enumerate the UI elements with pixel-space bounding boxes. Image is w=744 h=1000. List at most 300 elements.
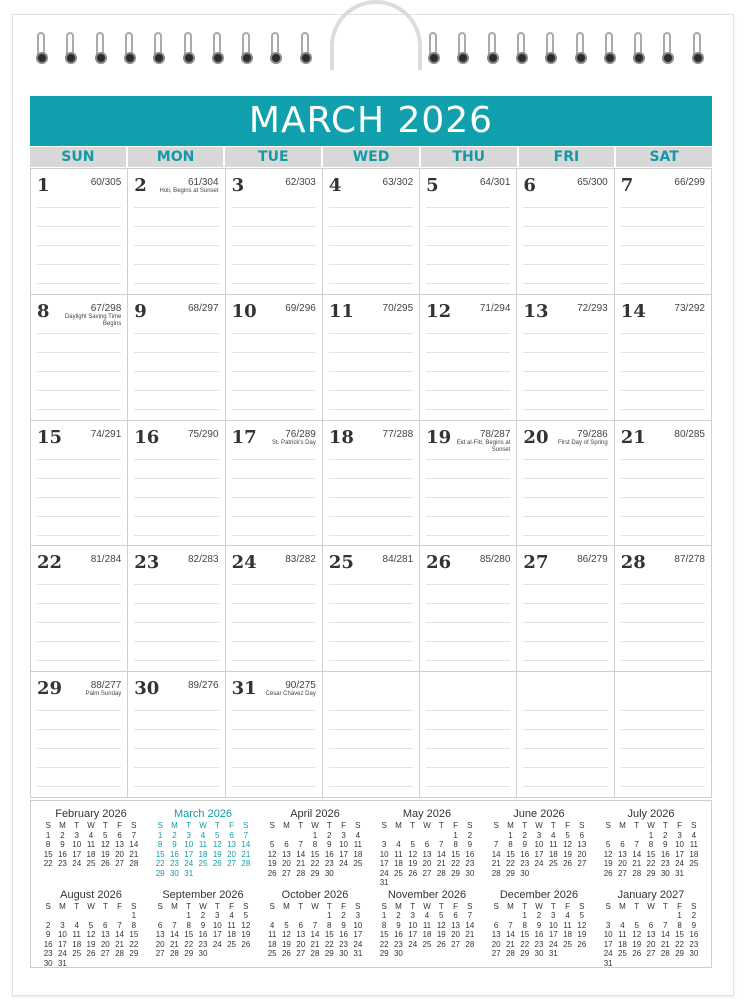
mini-day: 25 (267, 949, 277, 958)
mini-weekday: W (647, 901, 655, 911)
mini-day: 15 (184, 930, 194, 939)
day-of-year: 66/299 (674, 177, 705, 188)
mini-day: 18 (86, 849, 96, 859)
day-of-year: 86/279 (577, 554, 608, 566)
mini-day: 22 (43, 859, 53, 868)
mini-day: 7 (663, 920, 668, 930)
day-number: 17 (231, 426, 257, 448)
day-number: 16 (134, 426, 160, 448)
day-cell (128, 672, 225, 798)
spiral-ring (300, 32, 310, 68)
mini-day: 11 (86, 840, 96, 849)
mini-day: 30 (324, 868, 334, 878)
mini-day: 11 (618, 930, 627, 939)
mini-day: 21 (241, 849, 251, 859)
mini-day: 23 (534, 939, 544, 949)
mini-day: 16 (43, 939, 53, 949)
mini-day: 21 (296, 859, 306, 868)
mini-day: 15 (505, 849, 515, 859)
mini-blank (265, 911, 279, 921)
writing-lines (621, 459, 705, 542)
mini-weekday: S (269, 821, 275, 830)
mini-day: 21 (491, 859, 501, 868)
mini-day: 28 (505, 949, 515, 958)
mini-weekday: T (298, 901, 304, 911)
mini-blank (391, 831, 405, 841)
mini-day: 14 (465, 920, 475, 930)
day-of-year: 87/278 (674, 554, 705, 566)
mini-weekday: S (493, 821, 499, 830)
mini-day: 14 (660, 930, 670, 939)
mini-weekday: S (579, 901, 585, 911)
mini-day: 2 (327, 830, 332, 840)
mini-day: 13 (100, 930, 110, 939)
mini-day: 7 (131, 830, 137, 840)
mini-day: 23 (660, 859, 670, 868)
day-number: 22 (37, 552, 63, 574)
mini-weekday: T (634, 821, 640, 830)
mini-day: 2 (522, 830, 527, 840)
mini-day: 6 (493, 920, 499, 930)
mini-day: 8 (186, 920, 191, 930)
mini-day: 20 (115, 849, 125, 859)
mini-day: 19 (436, 930, 446, 939)
mini-day: 21 (115, 939, 125, 949)
mini-weekday: F (341, 901, 346, 911)
mini-weekday: W (311, 901, 319, 911)
mini-day: 29 (520, 949, 530, 958)
mini-blank (406, 831, 420, 841)
weekday-fri: FRI (519, 147, 617, 167)
month-title: MARCH 2026 (30, 96, 712, 146)
mini-weekday: S (157, 821, 163, 830)
mini-blank (55, 911, 69, 921)
day-of-year: 77/288 (382, 428, 414, 440)
mini-day: 15 (646, 849, 656, 859)
day-cell (615, 546, 712, 672)
mini-day: 6 (157, 920, 163, 930)
writing-lines (523, 459, 607, 542)
writing-lines (232, 333, 316, 416)
mini-day: 12 (86, 930, 96, 939)
day-number: 12 (426, 300, 452, 322)
mini-weekday: M (171, 821, 178, 830)
mini-day: 17 (379, 859, 389, 868)
mini-day: 17 (603, 939, 613, 949)
mini-weekday: S (691, 901, 697, 911)
mini-day: 14 (129, 840, 139, 849)
day-of-year: 65/300 (577, 177, 608, 188)
writing-lines (329, 584, 413, 667)
hanger-loop (330, 0, 422, 70)
mini-day: 6 (117, 830, 122, 840)
mini-day: 13 (577, 840, 587, 849)
mini-day: 10 (408, 920, 418, 930)
spiral-ring (124, 32, 134, 68)
weekday-header (30, 147, 712, 167)
mini-day: 13 (491, 930, 501, 939)
writing-lines (426, 710, 510, 793)
ring-hole (241, 52, 253, 64)
ring-hole (604, 52, 616, 64)
mini-calendar-days (265, 902, 365, 959)
mini-weekday: S (243, 901, 249, 911)
mini-day: 12 (267, 849, 277, 859)
weekday-sun: SUN (30, 147, 128, 167)
mini-weekday: T (662, 821, 668, 830)
mini-day: 13 (296, 930, 306, 939)
mini-day: 13 (115, 840, 125, 849)
mini-calendar-days (265, 821, 365, 878)
mini-weekday: M (283, 821, 290, 830)
writing-lines (426, 333, 510, 416)
mini-day: 18 (72, 939, 82, 949)
mini-day: 6 (284, 840, 289, 849)
mini-day: 8 (453, 840, 458, 849)
day-number: 5 (426, 175, 439, 196)
mini-day: 19 (267, 859, 277, 868)
mini-day: 18 (422, 930, 432, 939)
spiral-ring (545, 32, 555, 68)
day-of-year: 84/281 (382, 554, 414, 566)
mini-day: 29 (129, 949, 139, 958)
mini-day: 21 (129, 849, 139, 859)
mini-day: 13 (617, 849, 627, 859)
mini-blank (658, 911, 672, 921)
day-number: 3 (231, 175, 245, 196)
mini-blank (630, 831, 644, 841)
mini-day: 25 (72, 949, 82, 958)
mini-day: 14 (505, 930, 515, 939)
spiral-ring (36, 32, 46, 68)
writing-lines (523, 710, 607, 793)
mini-day: 23 (339, 939, 349, 949)
mini-day: 30 (520, 868, 530, 878)
mini-weekday: S (243, 821, 249, 830)
mini-calendar-days (153, 821, 253, 878)
mini-day: 16 (689, 930, 699, 939)
mini-day: 11 (394, 849, 403, 859)
mini-day: 7 (172, 920, 177, 930)
mini-weekday: S (381, 901, 387, 911)
mini-day: 29 (310, 868, 320, 878)
mini-day: 12 (281, 930, 291, 939)
mini-day: 4 (620, 920, 625, 930)
mini-day: 28 (436, 868, 446, 878)
mini-day: 28 (241, 859, 251, 868)
day-number: 29 (37, 678, 63, 700)
mini-day: 5 (215, 830, 220, 840)
mini-day: 8 (381, 920, 387, 930)
mini-day: 20 (422, 859, 432, 868)
mini-day: 14 (241, 840, 251, 849)
mini-day: 28 (660, 949, 670, 958)
mini-calendar (147, 807, 259, 888)
mini-day: 12 (632, 930, 642, 939)
mini-weekday: S (131, 901, 137, 911)
mini-day: 9 (60, 840, 65, 849)
mini-blank (265, 831, 279, 841)
mini-day: 17 (72, 849, 82, 859)
day-number: 23 (134, 552, 160, 574)
day-of-year: 83/282 (285, 554, 316, 566)
day-cell (31, 295, 128, 421)
mini-day: 3 (536, 830, 542, 840)
mini-day: 14 (632, 849, 642, 859)
day-number: 6 (523, 175, 536, 196)
mini-day: 4 (424, 911, 430, 920)
mini-day: 11 (563, 920, 572, 930)
mini-day: 23 (689, 939, 699, 949)
day-of-year: 62/303 (285, 177, 316, 188)
mini-day: 26 (281, 949, 291, 958)
mini-day: 20 (451, 930, 461, 939)
mini-blank (167, 911, 181, 921)
mini-day: 24 (353, 939, 363, 949)
day-of-year: 71/294 (479, 302, 511, 314)
mini-blank (70, 911, 84, 921)
mini-day: 2 (663, 830, 668, 840)
day-number: 11 (328, 300, 354, 322)
mini-blank (98, 911, 112, 921)
mini-blank (489, 831, 503, 841)
mini-day: 16 (339, 930, 349, 939)
mini-day: 13 (451, 920, 461, 930)
mini-day: 7 (634, 840, 639, 849)
day-of-year: 78/287 (479, 428, 511, 440)
weekday-sat: SAT (616, 147, 712, 167)
writing-lines (523, 333, 607, 416)
day-cell (517, 546, 614, 672)
mini-day: 10 (534, 840, 544, 849)
mini-day: 19 (100, 849, 110, 859)
mini-day: 22 (310, 859, 320, 868)
day-of-year: 75/290 (187, 428, 219, 440)
spiral-ring (65, 32, 75, 68)
mini-day: 27 (115, 859, 125, 868)
mini-day: 16 (660, 849, 670, 859)
mini-day: 1 (131, 911, 137, 920)
mini-blank (503, 911, 517, 921)
day-of-year: 90/275 (285, 680, 316, 692)
day-of-year: 67/298 (90, 302, 122, 314)
day-of-year: 89/276 (187, 680, 219, 692)
ring-hole (95, 52, 107, 64)
writing-lines (134, 459, 218, 542)
mini-day: 4 (551, 830, 556, 840)
mini-day: 22 (184, 939, 194, 949)
mini-day: 23 (465, 859, 475, 868)
mini-day: 25 (548, 859, 558, 868)
writing-lines (232, 459, 316, 542)
day-cell (323, 672, 420, 798)
mini-day: 24 (534, 859, 544, 868)
ring-hole (212, 52, 224, 64)
day-number: 30 (134, 678, 160, 700)
mini-day: 6 (298, 920, 303, 930)
writing-lines (329, 710, 413, 793)
mini-day: 12 (241, 920, 251, 930)
mini-weekday: T (410, 821, 416, 830)
mini-day: 5 (103, 830, 108, 840)
mini-day: 9 (45, 930, 51, 939)
mini-day: 26 (603, 868, 613, 878)
mini-day: 28 (115, 949, 125, 958)
mini-day: 28 (310, 949, 320, 958)
mini-day: 12 (563, 840, 573, 849)
mini-day: 6 (453, 911, 458, 920)
mini-day: 8 (522, 920, 527, 930)
mini-day: 29 (505, 868, 515, 878)
day-cell (128, 169, 225, 295)
mini-weekday: F (453, 821, 458, 830)
writing-lines (329, 333, 413, 416)
mini-day: 19 (408, 859, 418, 868)
mini-weekday: W (423, 901, 431, 911)
mini-calendar-title: January 2027 (617, 888, 685, 901)
mini-day: 17 (675, 849, 685, 859)
mini-day: 11 (689, 840, 698, 849)
ring-hole (692, 52, 704, 64)
holiday-note: César Chávez Day (265, 691, 316, 698)
mini-day: 12 (408, 849, 418, 859)
mini-day: 23 (324, 859, 334, 868)
mini-day: 1 (648, 830, 654, 840)
mini-calendar-days (601, 821, 701, 878)
mini-weekday: T (522, 901, 528, 911)
mini-day: 24 (72, 859, 82, 868)
day-cell (323, 421, 420, 547)
mini-day: 26 (267, 868, 277, 878)
mini-calendar (595, 807, 707, 888)
mini-day: 10 (603, 930, 613, 939)
mini-day: 15 (310, 849, 320, 859)
writing-lines (426, 459, 510, 542)
mini-day: 16 (169, 849, 179, 859)
ring-hole (124, 52, 136, 64)
day-of-year: 85/280 (479, 554, 511, 566)
day-cell (128, 546, 225, 672)
spiral-ring (575, 32, 585, 68)
mini-day: 17 (534, 849, 544, 859)
mini-day: 3 (186, 830, 191, 840)
mini-day: 21 (465, 930, 475, 939)
holiday-note: Palm Sunday (85, 691, 122, 698)
mini-day: 15 (379, 930, 389, 939)
day-cell (323, 546, 420, 672)
mini-weekday: W (535, 821, 543, 830)
spiral-ring (153, 32, 163, 68)
mini-weekday: T (326, 821, 332, 830)
mini-day: 12 (436, 920, 446, 930)
mini-day: 28 (632, 868, 642, 878)
holiday-note: St. Patrick's Day (272, 439, 316, 446)
ring-hole (36, 52, 48, 64)
day-number: 26 (426, 552, 452, 574)
mini-day: 20 (617, 859, 627, 868)
mini-day: 5 (579, 911, 585, 920)
writing-lines (134, 333, 218, 416)
mini-day: 7 (493, 840, 499, 849)
day-cell (420, 672, 517, 798)
mini-day: 28 (296, 868, 306, 878)
mini-day: 22 (675, 939, 685, 949)
mini-day: 14 (310, 930, 320, 939)
mini-day: 6 (579, 830, 585, 840)
mini-day: 27 (617, 868, 627, 878)
day-cell (615, 169, 712, 295)
mini-day: 27 (281, 868, 291, 878)
mini-day: 30 (339, 949, 349, 958)
mini-day: 11 (198, 840, 208, 849)
mini-day: 24 (675, 859, 685, 868)
mini-day: 22 (379, 939, 389, 949)
mini-weekday: F (117, 821, 122, 830)
mini-weekday: W (423, 821, 431, 830)
mini-calendar-title: April 2026 (290, 808, 340, 820)
mini-weekday: T (634, 901, 640, 911)
mini-day: 10 (57, 930, 67, 939)
mini-weekday: T (410, 901, 416, 911)
mini-day: 19 (563, 849, 573, 859)
mini-day: 5 (634, 920, 639, 930)
mini-blank (601, 831, 615, 841)
mini-day: 2 (467, 830, 473, 840)
mini-weekday: T (74, 901, 80, 911)
mini-day: 2 (341, 911, 346, 920)
mini-day: 26 (436, 939, 446, 949)
mini-day: 29 (155, 868, 165, 878)
mini-blank (601, 911, 615, 921)
mini-day: 31 (353, 949, 363, 958)
day-of-year: 72/293 (577, 302, 608, 314)
mini-weekday: T (102, 821, 108, 830)
mini-day: 23 (43, 949, 53, 958)
mini-calendar-days (377, 902, 477, 959)
mini-calendar-days (489, 902, 589, 959)
mini-day: 10 (184, 840, 194, 849)
mini-day: 9 (522, 840, 527, 849)
mini-day: 20 (577, 849, 587, 859)
mini-day: 31 (184, 868, 194, 878)
mini-day: 16 (465, 849, 475, 859)
ring-hole (575, 52, 587, 64)
mini-day: 23 (169, 859, 179, 868)
mini-day: 24 (184, 859, 194, 868)
day-cell (420, 295, 517, 421)
mini-day: 25 (353, 859, 363, 868)
mini-day: 16 (393, 930, 403, 939)
mini-weekday: W (647, 821, 655, 830)
day-number: 19 (426, 426, 452, 448)
spiral-ring (633, 32, 643, 68)
mini-day: 9 (341, 920, 346, 930)
mini-calendar-title: November 2026 (387, 888, 467, 901)
mini-day: 21 (632, 859, 642, 868)
mini-day: 18 (548, 849, 558, 859)
writing-lines (523, 207, 607, 290)
day-of-year: 69/296 (285, 302, 316, 314)
mini-day: 6 (424, 840, 430, 849)
mini-weekday: T (438, 901, 444, 911)
mini-day: 17 (57, 939, 67, 949)
mini-day: 13 (422, 849, 432, 859)
mini-weekday: F (229, 901, 234, 911)
mini-day: 12 (100, 840, 110, 849)
mini-day: 25 (227, 939, 237, 949)
mini-day: 3 (355, 911, 361, 920)
mini-day: 15 (451, 849, 461, 859)
